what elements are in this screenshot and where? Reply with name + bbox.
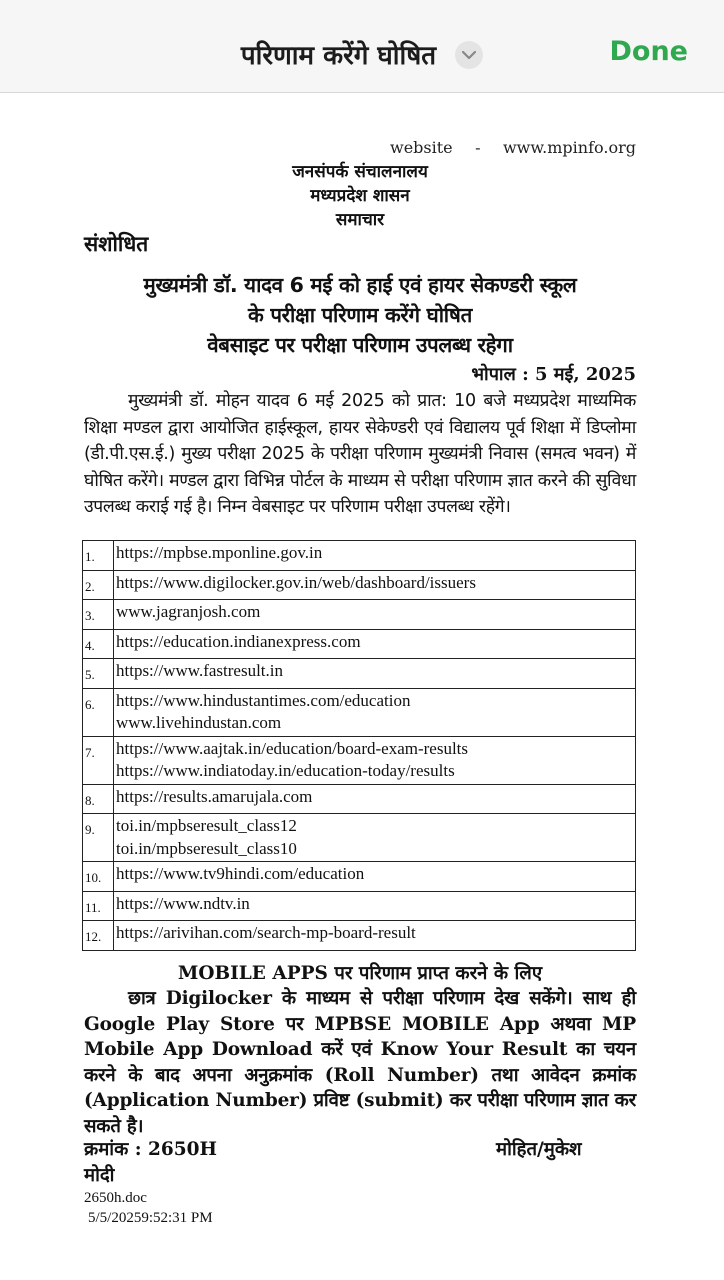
table-row xyxy=(83,600,636,630)
mobile-apps-text: छात्र Digilocker के माध्यम से परीक्षा परिणाम देख सकेंगे। साथ ही Google Play Store पर MPBSE MOBILE App अथवा MP Mobile App Download करें एवं Know Your Result का चयन करने के बाद अपना अनुक्रमांक (Roll Number) तथा आवेदन क्रमांक (Application Number) प्रविष्ट (submit) कर परीक्षा परिणाम ज्ञात कर सकते है। xyxy=(84,988,636,1137)
revised-label: संशोधित xyxy=(84,232,149,256)
author-name-cont: मोदी xyxy=(84,1165,115,1186)
row-number: 2. xyxy=(83,570,114,600)
website-line xyxy=(390,138,636,157)
row-number: 10. xyxy=(83,862,114,892)
website-link[interactable]: https://www.hindustantimes.com/education xyxy=(116,690,411,710)
paragraph-text: मुख्यमंत्री डॉ. मोहन यादव 6 मई 2025 को प्रात: 10 बजे मध्यप्रदेश माध्यमिक शिक्षा मण्डल द्वारा आयोजित हाईस्कूल, हायर सेकेण्डरी एवं विद्यालय पूर्व शिक्षा में डिप्लोमा (डी.पी.एस.ई.) मुख्य परीक्षा 2025 के परीक्षा परिणाम मुख्यमंत्री निवास (समत्व भवन) में घोषित करेंगे। मण्डल द्वारा विभिन्न पोर्टल के माध्यम से परीक्षा परिणाम ज्ञात करने की सुविधा उपलब्ध कराई गई है। निम्न वेबसाइट पर परिणाम परीक्षा उपलब्ध रहेंगे। xyxy=(84,391,636,517)
website-link[interactable]: https://www.fastresult.in xyxy=(116,661,283,680)
row-number: 6. xyxy=(83,688,114,736)
row-urls xyxy=(114,541,636,571)
website-dash: - xyxy=(475,138,481,157)
table-row xyxy=(83,784,636,814)
mobile-apps-paragraph xyxy=(84,986,636,1140)
headline-line: मुख्यमंत्री डॉ. यादव 6 मई को हाई एवं हायर सेकण्डरी स्कूल xyxy=(143,273,577,297)
website-link[interactable]: https://education.indianexpress.com xyxy=(116,631,361,651)
row-urls xyxy=(114,814,636,862)
row-urls xyxy=(114,891,636,921)
row-number: 7. xyxy=(83,736,114,784)
headline-line: के परीक्षा परिणाम करेंगे घोषित xyxy=(248,303,472,327)
row-urls xyxy=(114,688,636,736)
navigation-bar xyxy=(0,0,724,93)
headline-line: वेबसाइट पर परीक्षा परिणाम उपलब्ध रहेगा xyxy=(207,333,513,357)
row-urls xyxy=(114,921,636,951)
row-urls xyxy=(114,600,636,630)
table-row xyxy=(83,736,636,784)
headline xyxy=(84,270,636,360)
website-link[interactable]: https://www.indiatoday.in/education-today/results xyxy=(116,761,455,780)
serial-number: क्रमांक : 2650H xyxy=(84,1139,217,1160)
table-row xyxy=(83,921,636,951)
row-number: 9. xyxy=(83,814,114,862)
row-urls xyxy=(114,570,636,600)
table-row xyxy=(83,814,636,862)
done-button[interactable]: Done xyxy=(609,36,688,67)
table-row xyxy=(83,659,636,689)
website-link[interactable]: https://mpbse.mponline.gov.in xyxy=(116,543,323,562)
department-header xyxy=(224,160,496,232)
row-urls xyxy=(114,629,636,659)
row-urls xyxy=(114,862,636,892)
author-name: मोहित/मुकेश xyxy=(496,1139,582,1160)
chevron-down-icon[interactable] xyxy=(455,41,483,69)
table-row xyxy=(83,570,636,600)
website-link[interactable]: https://www.ndtv.in xyxy=(116,893,250,913)
mobile-apps-heading: MOBILE APPS पर परिणाम प्राप्त करने के लिए xyxy=(177,963,543,984)
document-footer xyxy=(84,1188,213,1228)
table-row xyxy=(83,629,636,659)
dateline: भोपाल : 5 मई, 2025 xyxy=(471,364,636,385)
website-link[interactable]: https://www.digilocker.gov.in/web/dashboard/issuers xyxy=(116,572,476,592)
row-number: 3. xyxy=(83,600,114,630)
website-link[interactable]: https://results.amarujala.com xyxy=(116,786,313,806)
table-row xyxy=(83,688,636,736)
dept-line: जनसंपर्क संचालनालय xyxy=(292,162,428,182)
table-row xyxy=(83,891,636,921)
body-paragraph xyxy=(84,388,636,521)
row-urls xyxy=(114,784,636,814)
website-link[interactable]: toi.in/mpbseresult_class12 xyxy=(116,816,297,835)
row-number: 8. xyxy=(83,784,114,814)
row-urls xyxy=(114,736,636,784)
row-number: 4. xyxy=(83,629,114,659)
website-link[interactable]: https://www.tv9hindi.com/education xyxy=(116,864,365,883)
table-row xyxy=(83,541,636,571)
dept-line: मध्यप्रदेश शासन xyxy=(310,186,410,206)
row-number: 11. xyxy=(83,891,114,921)
website-link[interactable]: www.livehindustan.com xyxy=(116,713,282,732)
row-number: 1. xyxy=(83,541,114,571)
row-number: 5. xyxy=(83,659,114,689)
row-urls xyxy=(114,659,636,689)
file-name: 2650h.doc xyxy=(84,1190,147,1206)
dept-line: समाचार xyxy=(335,210,385,230)
website-link[interactable]: toi.in/mpbseresult_class10 xyxy=(116,838,297,858)
timestamp: 5/5/20259:52:31 PM xyxy=(88,1210,213,1226)
website-link[interactable]: https://www.aajtak.in/education/board-exam-results xyxy=(116,738,469,758)
website-table xyxy=(82,540,636,951)
table-row xyxy=(83,862,636,892)
website-url: www.mpinfo.org xyxy=(502,138,636,157)
website-label: website xyxy=(390,138,453,157)
website-link[interactable]: www.jagranjosh.com xyxy=(116,602,261,621)
row-number: 12. xyxy=(83,921,114,951)
website-link[interactable]: https://arivihan.com/search-mp-board-result xyxy=(116,923,416,942)
document-title: परिणाम करेंगे घोषित xyxy=(240,41,437,71)
